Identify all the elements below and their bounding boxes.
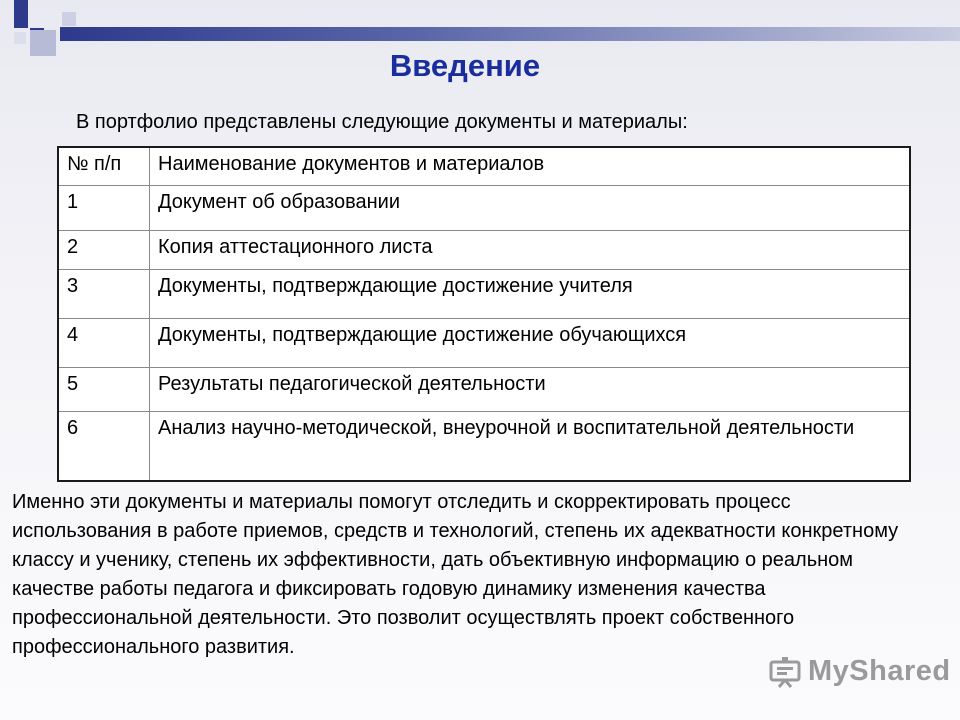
row-number: 5 bbox=[58, 368, 150, 412]
header-number: № п/п bbox=[58, 147, 150, 186]
table-row bbox=[58, 412, 910, 482]
row-name: Документ об образовании bbox=[150, 186, 911, 231]
row-number: 4 bbox=[58, 319, 150, 368]
row-number: 6 bbox=[58, 412, 150, 482]
decor-square bbox=[14, 0, 28, 28]
table-row bbox=[58, 270, 910, 319]
row-number: 2 bbox=[58, 231, 150, 270]
decor-square bbox=[14, 32, 26, 44]
presentation-board-icon bbox=[768, 656, 802, 688]
table-row bbox=[58, 319, 910, 368]
row-name: Копия аттестационного листа bbox=[150, 231, 911, 270]
table-header-row bbox=[58, 147, 910, 186]
decor-header-bar bbox=[60, 27, 960, 41]
row-number: 1 bbox=[58, 186, 150, 231]
slide-title: Введение bbox=[389, 48, 541, 83]
row-name: Документы, подтверждающие достижение учителя bbox=[150, 270, 911, 319]
row-name: Результаты педагогической деятельности bbox=[150, 368, 911, 412]
table-row bbox=[58, 368, 910, 412]
watermark-logo bbox=[768, 655, 951, 688]
row-name: Анализ научно-методической, внеурочной и воспитательной деятельности bbox=[150, 412, 911, 482]
conclusion-text: Именно эти документы и материалы помогут отследить и скорректировать процесс использования в работе приемов, средств и технологий, степень их адекватности конкретному классу и ученику, степень их эффективности, дать объективную информацию о реальном качестве работы педагога и фиксировать годовую динамику изменения качества профессиональной деятельности. Это позволит осуществлять проект собственного профессионального развития. bbox=[12, 491, 899, 658]
table-row bbox=[58, 186, 910, 231]
intro-text: В портфолио представлены следующие документы и материалы: bbox=[76, 111, 688, 133]
row-name: Документы, подтверждающие достижение обучающихся bbox=[150, 319, 911, 368]
documents-table bbox=[57, 146, 911, 482]
table-row bbox=[58, 231, 910, 270]
header-name: Наименование документов и материалов bbox=[150, 147, 911, 186]
row-number: 3 bbox=[58, 270, 150, 319]
decor-square bbox=[62, 12, 76, 26]
watermark-text: MyShared bbox=[808, 655, 951, 687]
